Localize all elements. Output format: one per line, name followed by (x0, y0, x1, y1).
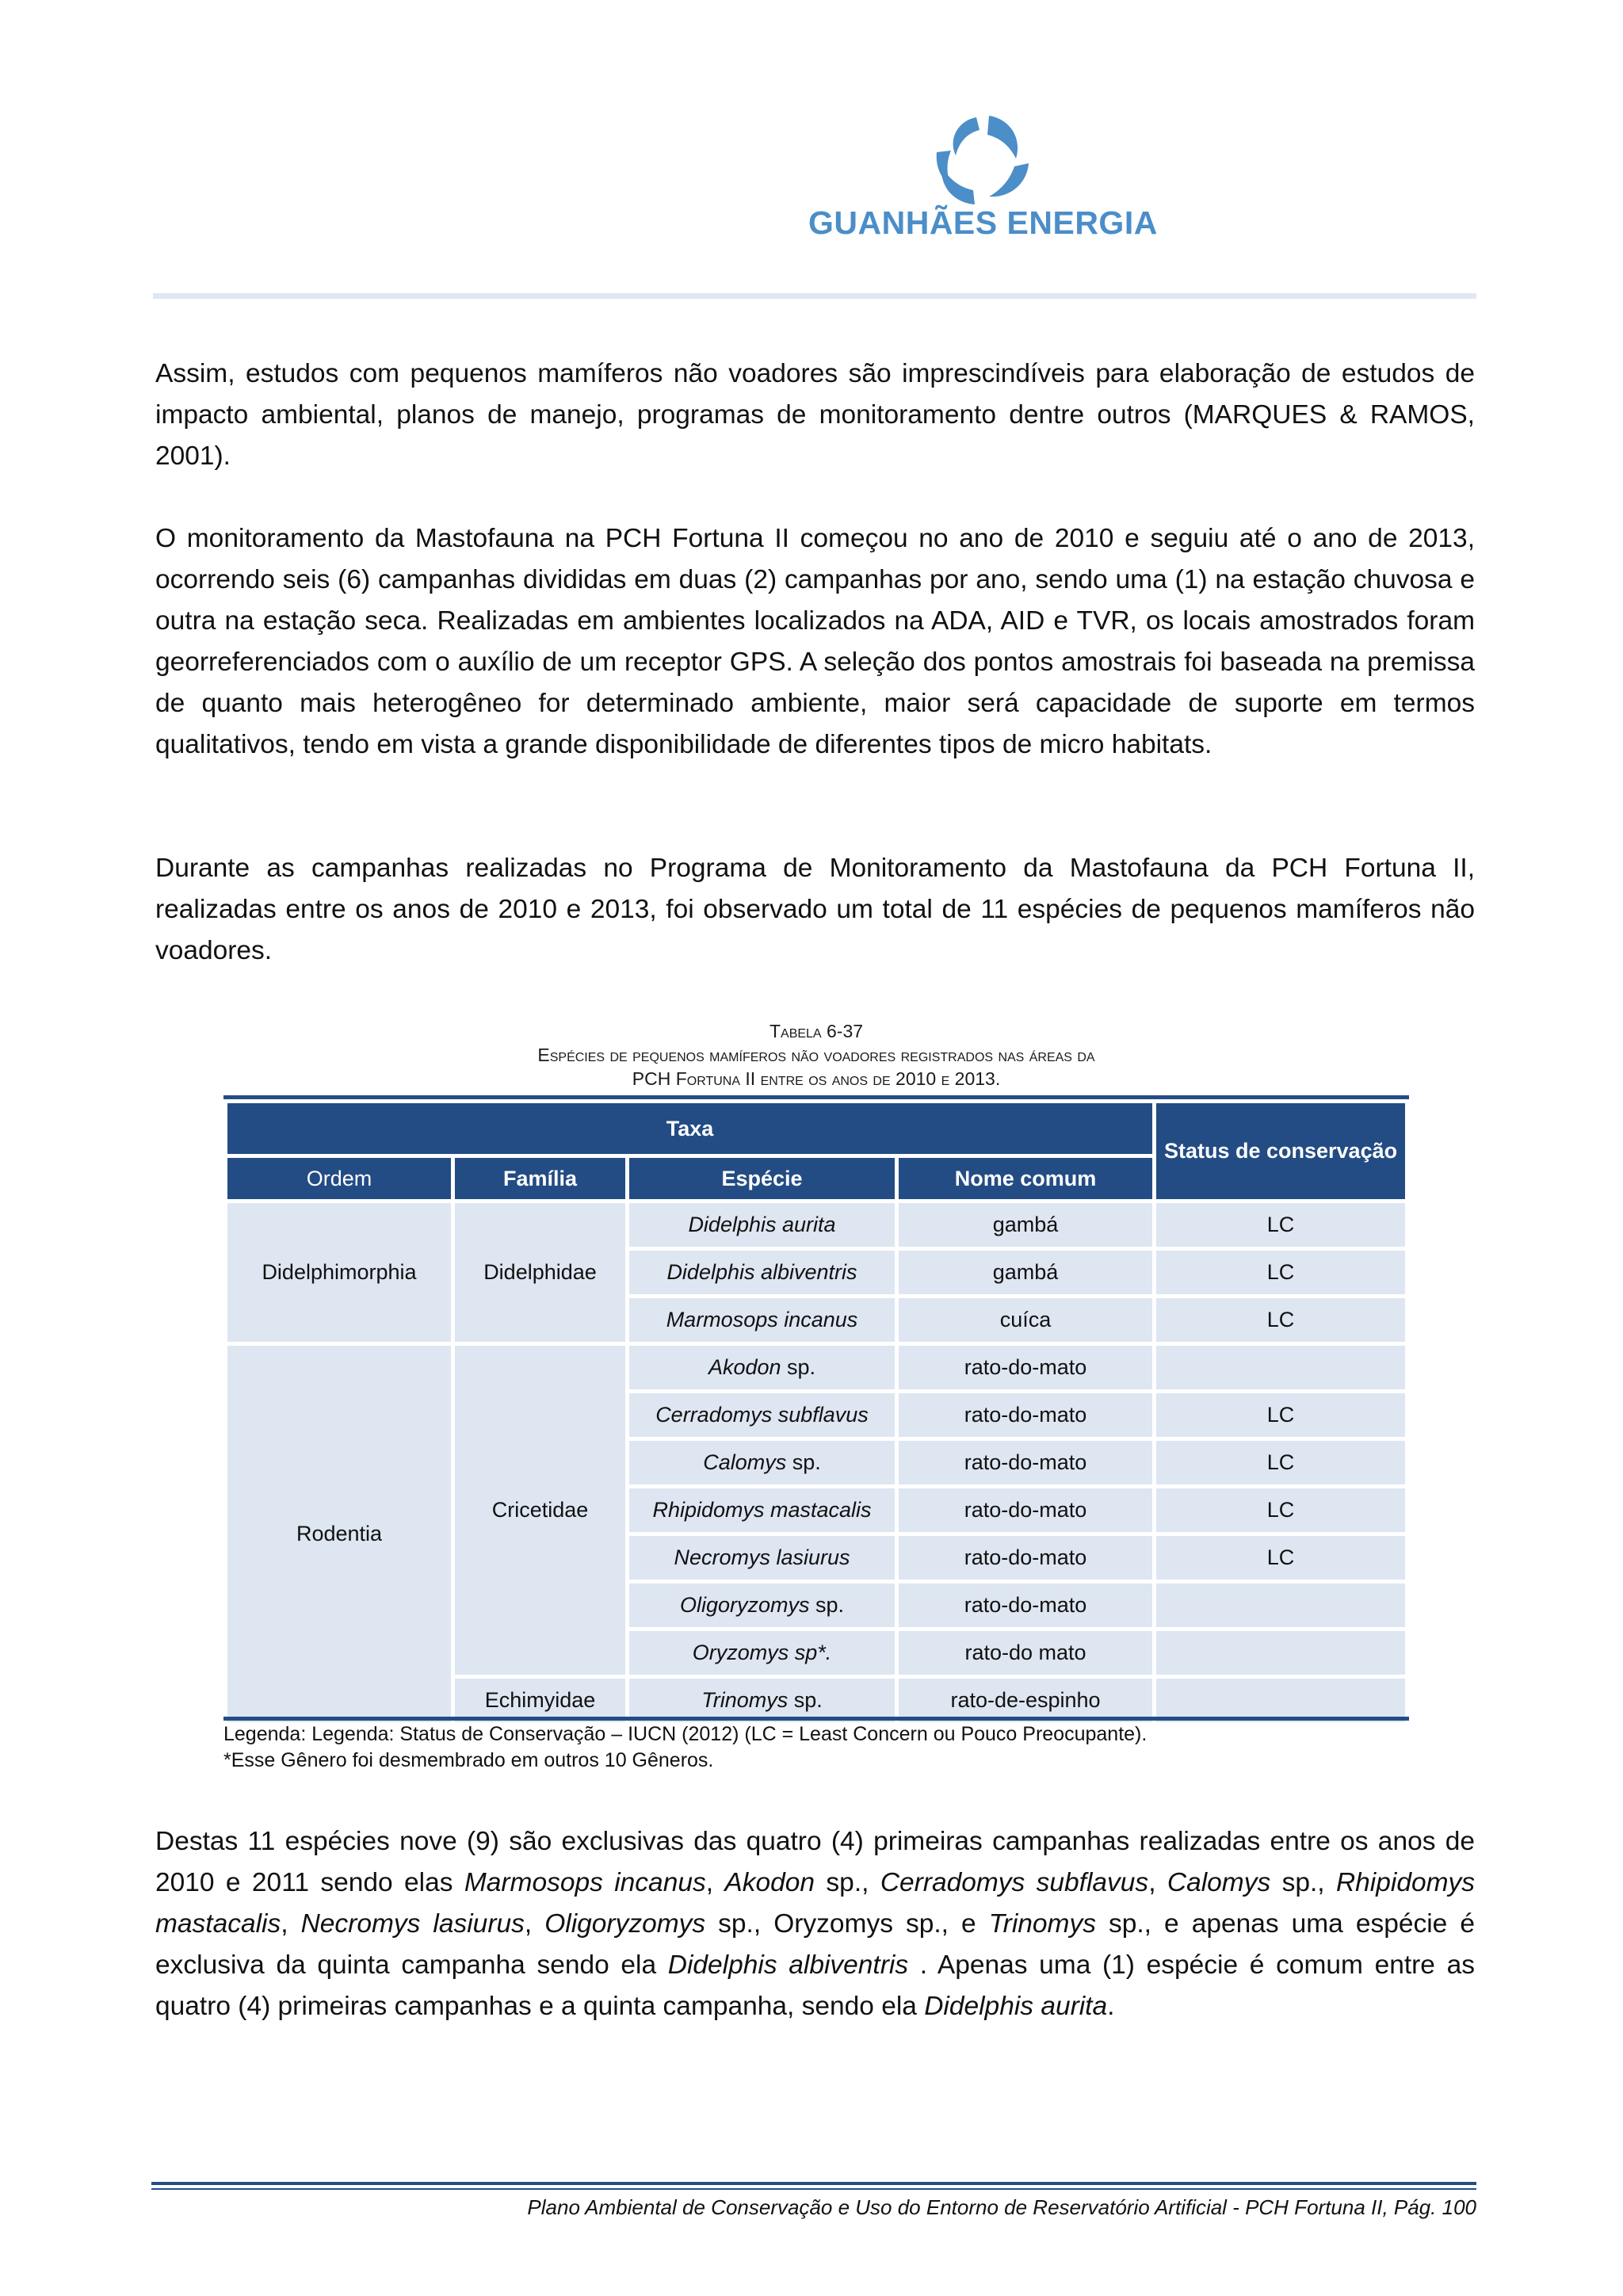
status-cell: LC (1156, 1441, 1405, 1484)
p4-species: Oligoryzomys (544, 1909, 706, 1939)
p4-text: . (1107, 1992, 1115, 2021)
especie-cell (629, 1251, 895, 1294)
nome-comum-cell: rato-do-mato (899, 1346, 1152, 1389)
nome-comum-cell: rato-do mato (899, 1631, 1152, 1675)
species-table-grid (223, 1099, 1409, 1726)
especie-suffix: sp. (781, 1355, 816, 1379)
nome-comum-cell: rato-do-mato (899, 1536, 1152, 1580)
p4-text: , (524, 1909, 545, 1939)
paragraph-2: O monitoramento da Mastofauna na PCH Fortuna II começou no ano de 2010 e seguiu até o ano de 2013, ocorrendo seis (6) campanhas divididas em duas (2) campanhas por ano, sendo uma (1) na estação chuvosa e outra na estação seca. Realizadas em ambientes localizados na ADA, AID e TVR, os locais amostrados foram georreferenciados com o auxílio de um receptor GPS. A seleção dos pontos amostrais foi baseada na premissa de quanto mais heterogêneo for determinado ambiente, maior será capacidade de suporte em termos qualitativos, tendo em vista a grande disponibilidade de diferentes tipos de micro habitats. (155, 524, 1475, 759)
especie-cell (629, 1203, 895, 1247)
p4-species: Didelphis albiventris (667, 1950, 909, 1980)
p4-text: , (1148, 1868, 1167, 1897)
p4-text: . Apenas uma (1) espécie é comum entre as quatro (4) primeiras campanhas e a quinta campanha, sendo ela (155, 1950, 1475, 2021)
especie-name: Didelphis aurita (688, 1213, 836, 1236)
legend-line-1: Legenda: Legenda: Status de Conservação – IUCN (2012) (LC = Least Concern ou Pouco Preocupante). (223, 1723, 1148, 1745)
header-divider (153, 293, 1476, 299)
p4-text: sp., Oryzomys sp., e (705, 1909, 989, 1939)
legend-line-2: *Esse Gênero foi desmembrado em outros 10 Gêneros. (223, 1749, 714, 1771)
especie-name: Oryzomys sp*. (692, 1641, 832, 1664)
especie-suffix: sp. (786, 1450, 821, 1474)
company-logo (808, 111, 1158, 246)
logo-swirl-icon (927, 111, 1038, 214)
especie-cell (629, 1536, 895, 1580)
especie-name: Akodon (708, 1355, 781, 1379)
especie-cell (629, 1393, 895, 1437)
nome-comum-cell: gambá (899, 1251, 1152, 1294)
header-status: Status de conservação (1156, 1103, 1405, 1199)
status-cell: LC (1156, 1488, 1405, 1532)
especie-name: Necromys lasiurus (674, 1545, 850, 1569)
nome-comum-cell: gambá (899, 1203, 1152, 1247)
footer-divider-thin (151, 2188, 1476, 2190)
p4-species: Trinomys (988, 1909, 1096, 1939)
paragraph-3: Durante as campanhas realizadas no Programa de Monitoramento da Mastofauna da PCH Fortuna II, realizadas entre os anos de 2010 e 2013, foi observado um total de 11 espécies de pequenos mamíferos não voadores. (155, 854, 1475, 965)
especie-name: Didelphis albiventris (666, 1260, 857, 1284)
nome-comum-cell: rato-do-mato (899, 1393, 1152, 1437)
ordem-cell: Rodentia (227, 1346, 451, 1722)
p4-text: sp., (815, 1868, 880, 1897)
table-bottom-border (223, 1717, 1409, 1721)
status-cell (1156, 1346, 1405, 1389)
p4-species: Didelphis aurita (924, 1992, 1108, 2021)
table-legend (223, 1721, 1147, 1774)
p4-text: , (705, 1868, 725, 1897)
header-familia: Família (455, 1158, 625, 1199)
especie-cell (629, 1346, 895, 1389)
familia-cell: Didelphidae (455, 1203, 625, 1342)
header-especie: Espécie (629, 1158, 895, 1199)
p4-text: sp., (1270, 1868, 1336, 1897)
especie-suffix: sp. (788, 1688, 823, 1712)
familia-cell: Echimyidae (455, 1679, 625, 1722)
status-cell: LC (1156, 1203, 1405, 1247)
header-ordem: Ordem (227, 1158, 451, 1199)
especie-name: Rhipidomys mastacalis (652, 1498, 872, 1522)
nome-comum-cell: rato-do-mato (899, 1488, 1152, 1532)
status-cell (1156, 1679, 1405, 1722)
paragraph-1: Assim, estudos com pequenos mamíferos não voadores são imprescindíveis para elaboração de estudos de impacto ambiental, planos de manejo, programas de monitoramento dentre outros (MARQUES & RAMOS, 2001). (155, 359, 1475, 471)
status-cell (1156, 1584, 1405, 1627)
p4-species: Necromys lasiurus (300, 1909, 525, 1939)
especie-name: Trinomys (701, 1688, 789, 1712)
header-taxa: Taxa (227, 1103, 1152, 1154)
especie-name: Calomys (703, 1450, 787, 1474)
especie-cell (629, 1298, 895, 1342)
p4-text: , (281, 1909, 301, 1939)
especie-cell (629, 1584, 895, 1627)
status-cell: LC (1156, 1393, 1405, 1437)
caption-line-2: Espécies de pequenos mamíferos não voadores registrados nas áreas da (537, 1045, 1095, 1065)
caption-line-3: PCH Fortuna II entre os anos de 2010 e 2013. (632, 1068, 1001, 1089)
nome-comum-cell: cuíca (899, 1298, 1152, 1342)
caption-line-1: Tabela 6-37 (769, 1021, 864, 1041)
especie-cell (629, 1631, 895, 1675)
especie-name: Cerradomys subflavus (655, 1403, 869, 1427)
status-cell: LC (1156, 1536, 1405, 1580)
nome-comum-cell: rato-do-mato (899, 1441, 1152, 1484)
logo-text: GUANHÃES ENERGIA (808, 204, 1158, 241)
especie-suffix: sp. (809, 1593, 845, 1617)
p4-species: Cerradomys subflavus (880, 1868, 1149, 1897)
p4-species: Rhipidomys mastacalis (155, 1868, 1475, 1939)
especie-name: Marmosops incanus (666, 1308, 858, 1331)
header-nome-comum: Nome comum (899, 1158, 1152, 1199)
p4-species: Marmosops incanus (464, 1868, 706, 1897)
nome-comum-cell: rato-do-mato (899, 1584, 1152, 1627)
page-footer: Plano Ambiental de Conservação e Uso do Entorno de Reservatório Artificial - PCH Fortuna II, Pág. 100 (527, 2195, 1476, 2219)
p4-species: Akodon (724, 1868, 815, 1897)
p4-text: sp., e apenas uma espécie é exclusiva da quinta campanha sendo ela (155, 1909, 1475, 1980)
especie-cell (629, 1679, 895, 1722)
especie-name: Oligoryzomys (679, 1593, 810, 1617)
nome-comum-cell: rato-de-espinho (899, 1679, 1152, 1722)
table-caption (301, 1019, 1331, 1091)
footer-divider (151, 2182, 1476, 2185)
status-cell: LC (1156, 1251, 1405, 1294)
familia-cell: Cricetidae (455, 1346, 625, 1675)
ordem-cell: Didelphimorphia (227, 1203, 451, 1342)
especie-cell (629, 1441, 895, 1484)
status-cell: LC (1156, 1298, 1405, 1342)
p4-species: Calomys (1167, 1868, 1271, 1897)
paragraph-4 (155, 1821, 1475, 2027)
status-cell (1156, 1631, 1405, 1675)
especie-cell (629, 1488, 895, 1532)
p4-text: Destas 11 espécies nove (9) são exclusivas das quatro (4) primeiras campanhas realizadas entre os anos de 2010 e 2011 sendo elas (155, 1827, 1475, 1897)
